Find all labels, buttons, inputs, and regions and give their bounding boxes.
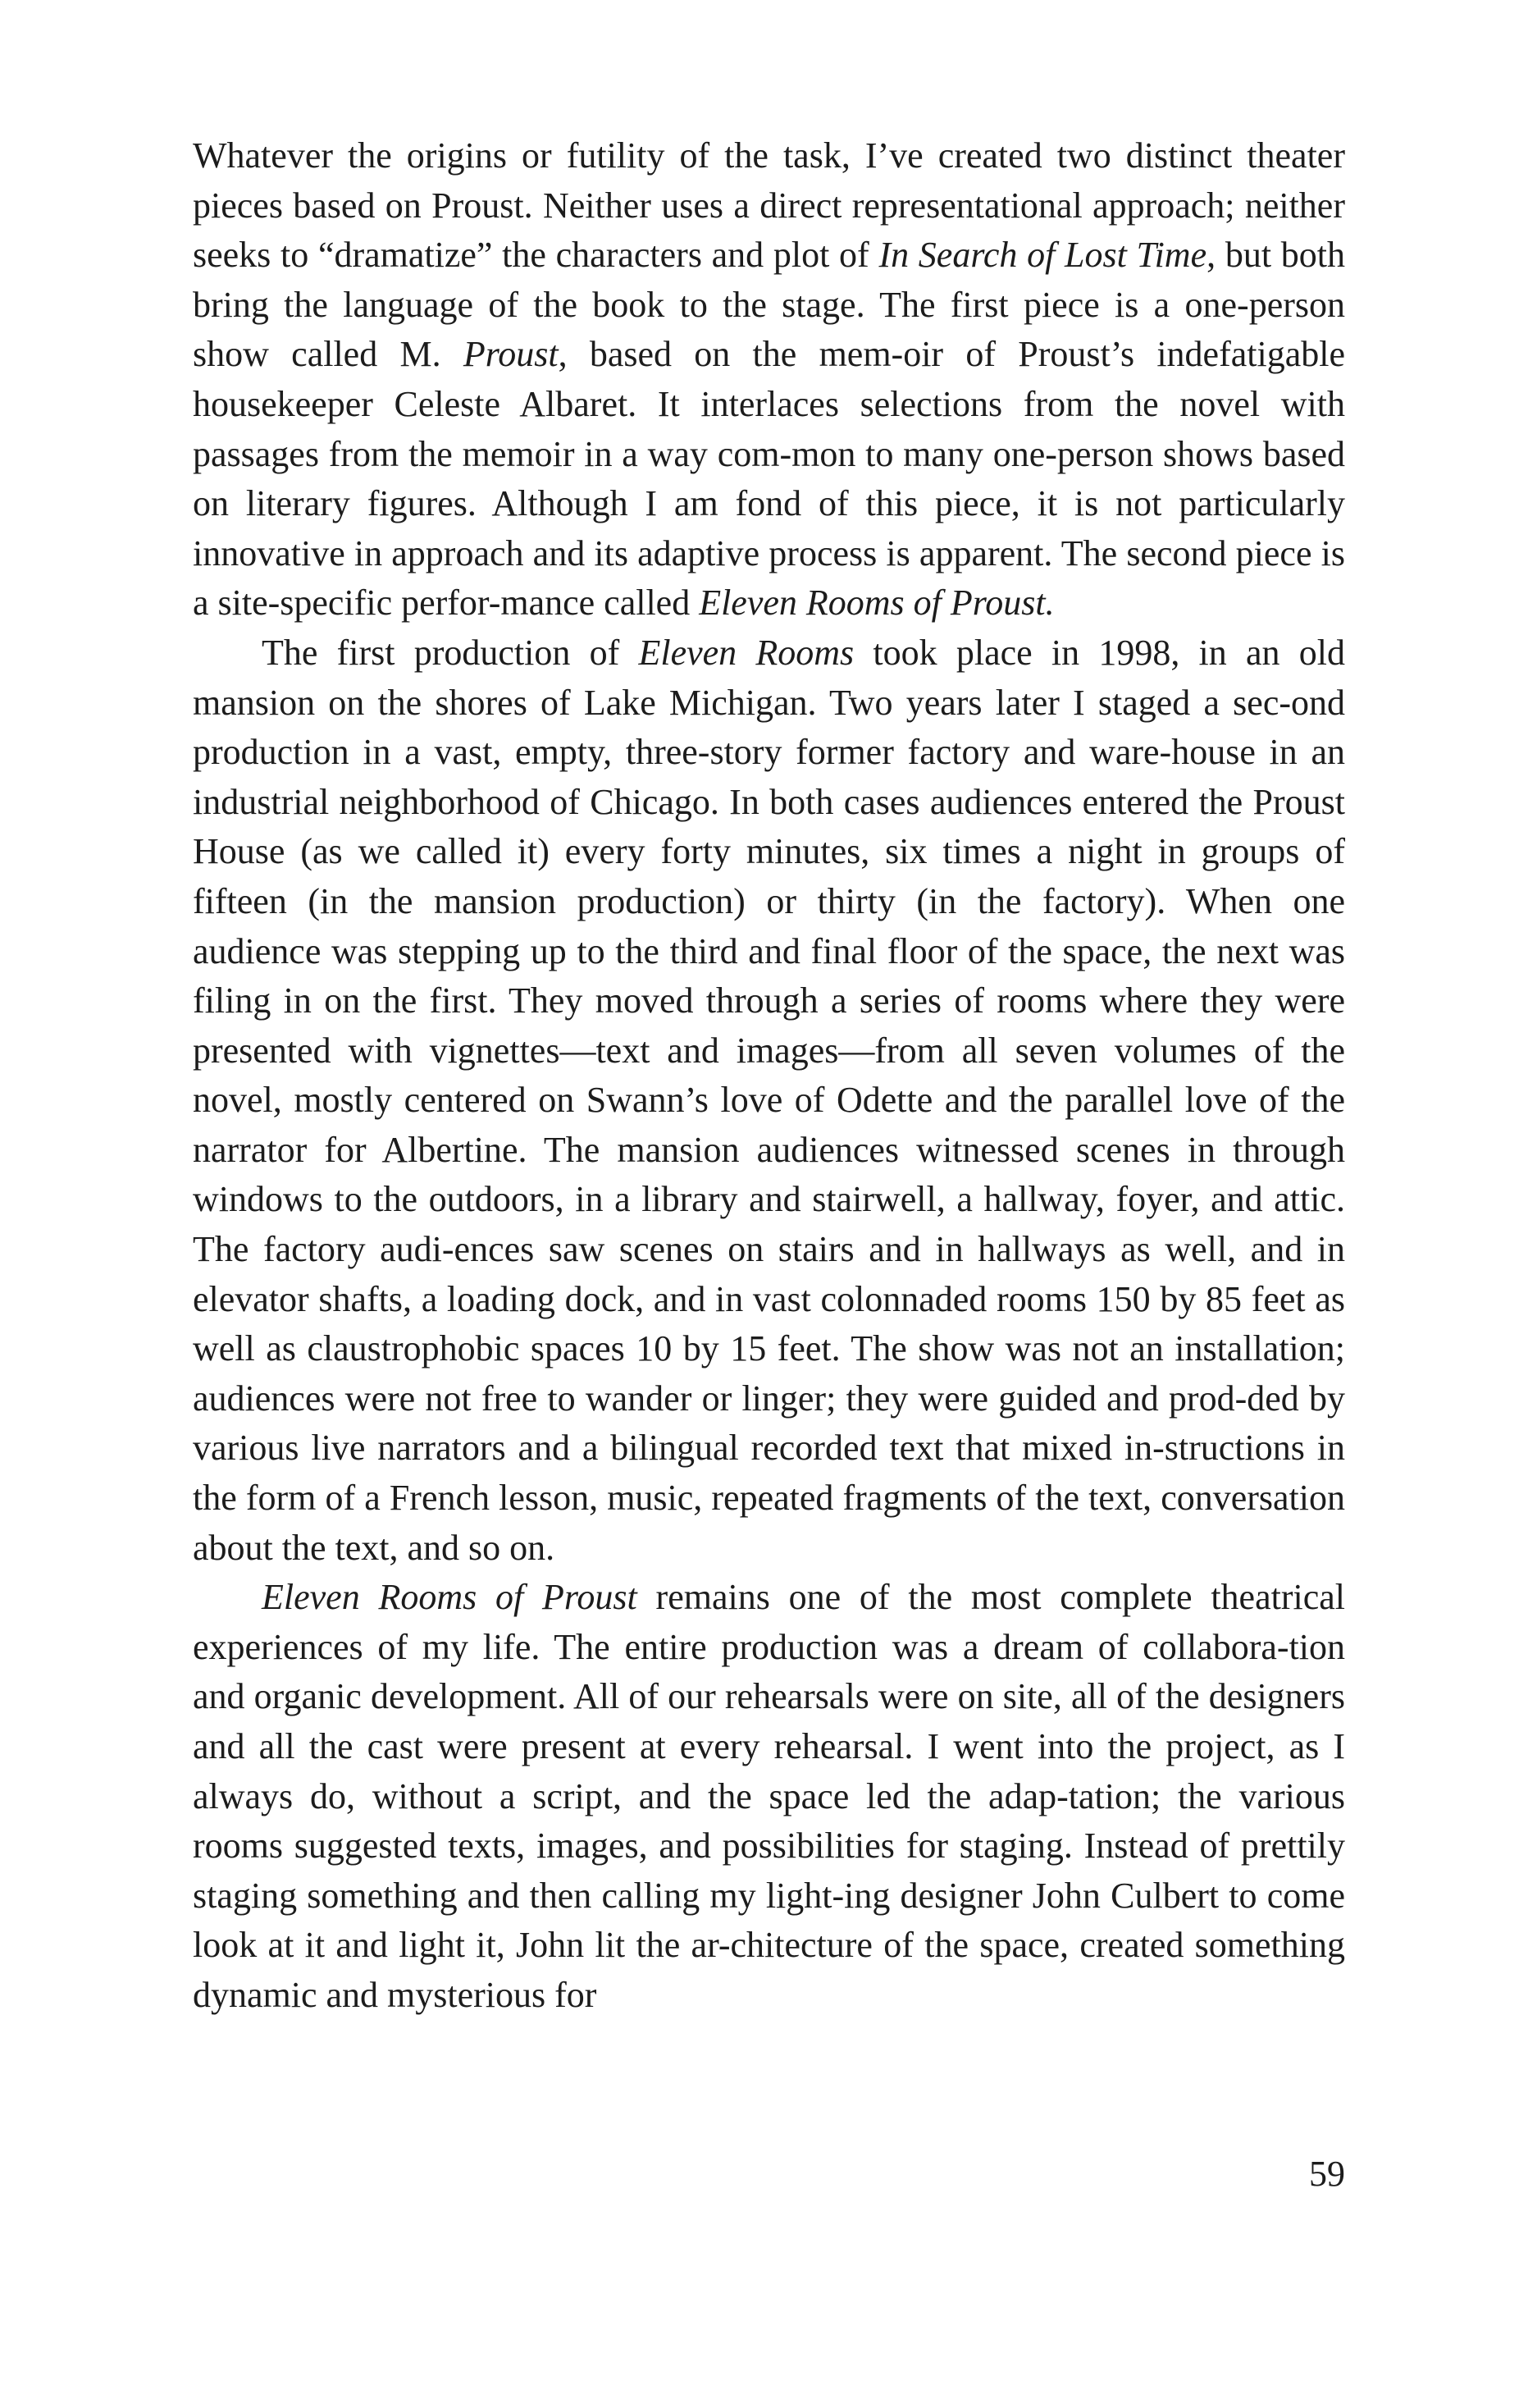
text-segment: , but both bring the language of the book to the stage. The first piece is a one-person show called M.	[193, 235, 1346, 375]
title-eleven-rooms-of-proust: Eleven Rooms of Proust	[262, 1577, 637, 1618]
paragraph-1	[193, 131, 1345, 628]
body-text	[193, 131, 1345, 2021]
page-number: 59	[1309, 2154, 1345, 2194]
text-segment: Whatever the origins or futility of the task, I’ve created two distinct theater pieces based on Proust. Neither uses a direct representational approach; neither seeks to “dramatize” the characters and plot of	[193, 135, 1345, 276]
text-segment: remains one of the most complete theatrical experiences of my life. The entire production was a dream of collabora-tion and organic development. All of our rehearsals were on site, all of the designers and all the cast were present at every rehearsal. I went into the project, as I always do, without a script, and the space led the adap-tation; the various rooms suggested texts, images, and possibilities for staging. Instead of prettily staging something and then calling my light-ing designer John Culbert to come look at it and light it, John lit the ar-chitecture of the space, created something dynamic and mysterious for	[193, 1577, 1345, 2015]
title-eleven-rooms: Eleven Rooms	[638, 632, 855, 673]
paragraph-2	[193, 628, 1345, 1573]
title-eleven-rooms-of-proust: Eleven Rooms of Proust.	[699, 583, 1055, 624]
text-segment: The first production of	[262, 632, 639, 673]
title-m-proust: Proust	[463, 334, 559, 375]
text-segment: took place in 1998, in an old mansion on the shores of Lake Michigan. Two years later I staged a sec-ond production in a vast, empty, three-story former factory and ware-house in an industrial neighborhood of Chicago. In both cases audiences entered the Proust House (as we called it) every forty minutes, six times a night in groups of fifteen (in the mansion production) or thirty (in the factory). When one audience was stepping up to the third and final floor of the space, the next was filing in on the first. They moved through a series of rooms where they were presented with vignettes—text and images—from all seven volumes of the novel, mostly centered on Swann’s love of Odette and the parallel love of the narrator for Albertine. The mansion audiences witnessed scenes in through windows to the outdoors, in a library and stairwell, a hallway, foyer, and attic. The factory audi-ences saw scenes on stairs and in hallways as well, and in elevator shafts, a loading dock, and in vast colonnaded rooms 150 by 85 feet as well as claustrophobic spaces 10 by 15 feet. The show was not an installation; audiences were not free to wander or linger; they were guided and prod-ded by various live narrators and a bilingual recorded text that mixed in-structions in the form of a French lesson, music, repeated fragments of the text, conversation about the text, and so on.	[193, 632, 1345, 1568]
text-segment: , based on the mem-oir of Proust’s indefatigable housekeeper Celeste Albaret. It interlaces selections from the novel with passages from the memoir in a way com-mon to many one-person shows based on literary figures. Although I am fond of this piece, it is not particularly innovative in approach and its adaptive process is apparent. The second piece is a site-specific perfor-mance called	[193, 334, 1345, 624]
book-title-in-search-of-lost-time: In Search of Lost Time	[878, 235, 1207, 276]
paragraph-3	[193, 1573, 1345, 2020]
